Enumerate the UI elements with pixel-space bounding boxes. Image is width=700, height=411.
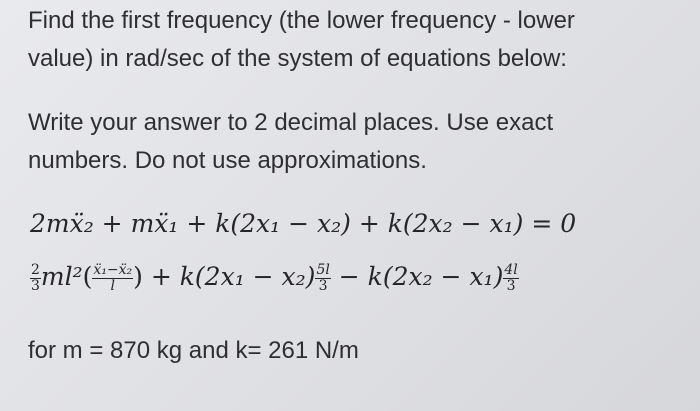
fraction-3-numerator: 4l [504,262,518,278]
coefficient-denominator: 3 [31,278,40,294]
instructions-text [28,104,553,180]
inner-numerator: ẍ₁−ẍ₂ [93,262,133,278]
fraction-2-numerator: 5l [316,262,330,278]
equation-2 [30,262,519,294]
equation-1: 2mẍ₂ + mẍ₁ + k(2x₁ − x₂) + k(2x₂ − x₁) = 0 [30,209,577,238]
eq2-term-3: − k(2x₂ − x₁) [338,262,504,291]
inner-denominator: l [110,278,116,294]
close-paren: ) [133,262,143,291]
fraction-3-denominator: 3 [506,278,516,294]
open-paren: ( [82,262,93,291]
question-text [28,2,575,78]
fraction-4l-3 [503,263,518,294]
coefficient-numerator: 2 [31,262,40,278]
eq2-term-2: + k(2x₁ − x₂) [150,262,316,291]
question-line-2: value) in rad/sec of the system of equations below: [28,45,567,72]
fraction-5l-3 [315,263,330,294]
instructions-line-1: Write your answer to 2 decimal places. Use exact [28,109,554,136]
eq2-term-1: ml² [40,262,83,291]
fraction-2-denominator: 3 [318,278,328,294]
inner-fraction [92,263,133,294]
given-values: for m = 870 kg and k= 261 N/m [28,337,359,364]
instructions-line-2: numbers. Do not use approximations. [28,147,427,174]
coefficient-fraction [30,263,41,294]
question-line-1: Find the first frequency (the lower frequency - lower [28,7,575,34]
